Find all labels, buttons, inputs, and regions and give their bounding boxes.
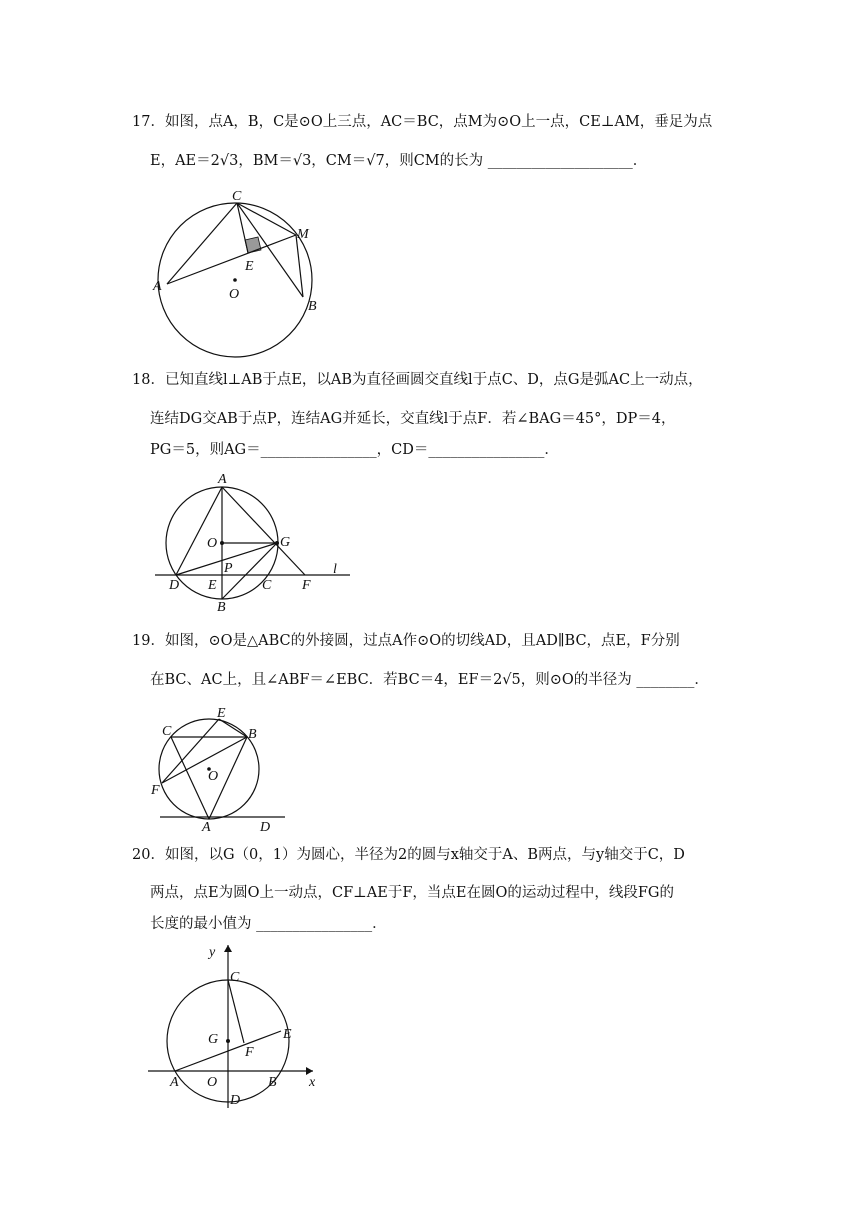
label-D: D (169, 578, 180, 593)
label-y: y (209, 945, 216, 960)
label-O: O (207, 536, 218, 551)
label-O: O (208, 769, 219, 784)
problem-18-figure (150, 470, 360, 615)
label-F: F (245, 1045, 254, 1060)
label-D: D (230, 1093, 241, 1108)
label-C: C (232, 190, 242, 204)
label-C: C (162, 724, 172, 739)
problem-17-line-2: E，AE＝2√3，BM＝√3，CM＝√7，则CM的长为 ____________________． (150, 153, 648, 169)
problem-20-line-2: 两点，点E为圆O上一动点，CF⊥AE于F，当点E在圆O的运动过程中，线段FG的 (150, 885, 674, 901)
label-C: C (262, 578, 272, 593)
problem-19-line-2: 在BC、AC上，且∠ABF＝∠EBC．若BC＝4，EF＝2√5，则⊙O的半径为 ________． (150, 672, 709, 688)
label-A: A (170, 1075, 179, 1090)
problem-20-line-3: 长度的最小值为 ________________． (150, 916, 387, 932)
problem-17-line-1: 17．如图，点A，B，C是⊙O上三点，AC＝BC，点M为⊙O上一点，CE⊥AM，垂足为点 (132, 114, 713, 130)
label-A: A (218, 472, 227, 487)
label-G: G (280, 535, 291, 550)
problem-17-figure (145, 190, 325, 360)
label-B: B (217, 600, 226, 615)
problem-19-line-1: 19．如图，⊙O是△ABC的外接圆，过点A作⊙O的切线AD，且AD∥BC，点E，F分别 (132, 633, 680, 649)
label-C: C (230, 970, 240, 985)
label-G: G (208, 1032, 219, 1047)
problem-19-figure (145, 705, 295, 835)
label-A: A (202, 820, 211, 835)
problem-20-line-1: 20．如图，以G（0，1）为圆心，半径为2的圆与x轴交于A、B两点，与y轴交于C，D (132, 847, 685, 863)
label-B: B (308, 299, 317, 314)
label-E: E (245, 259, 254, 274)
label-B: B (248, 727, 257, 742)
label-F: F (151, 783, 160, 798)
problem-18-line-2: 连结DG交AB于点P，连结AG并延长，交直线l于点F．若∠BAG＝45°，DP＝4， (150, 411, 676, 427)
label-D: D (260, 820, 271, 835)
problem-18-line-3: PG＝5，则AG＝________________，CD＝________________． (150, 442, 559, 458)
label-A: A (153, 279, 162, 294)
label-O: O (229, 287, 240, 302)
label-E: E (217, 706, 226, 721)
label-x: x (309, 1075, 316, 1090)
label-B: B (268, 1075, 277, 1090)
label-O: O (207, 1075, 218, 1090)
label-E: E (283, 1027, 292, 1042)
problem-18-line-1: 18．已知直线l⊥AB于点E，以AB为直径画圆交直线l于点C、D，点G是弧AC上一动点， (132, 372, 703, 388)
label-M: M (297, 227, 309, 242)
label-F: F (302, 578, 311, 593)
problem-20-figure (145, 940, 330, 1110)
label-P: P (224, 561, 233, 576)
label-E: E (208, 578, 217, 593)
label-l: l (333, 562, 337, 577)
